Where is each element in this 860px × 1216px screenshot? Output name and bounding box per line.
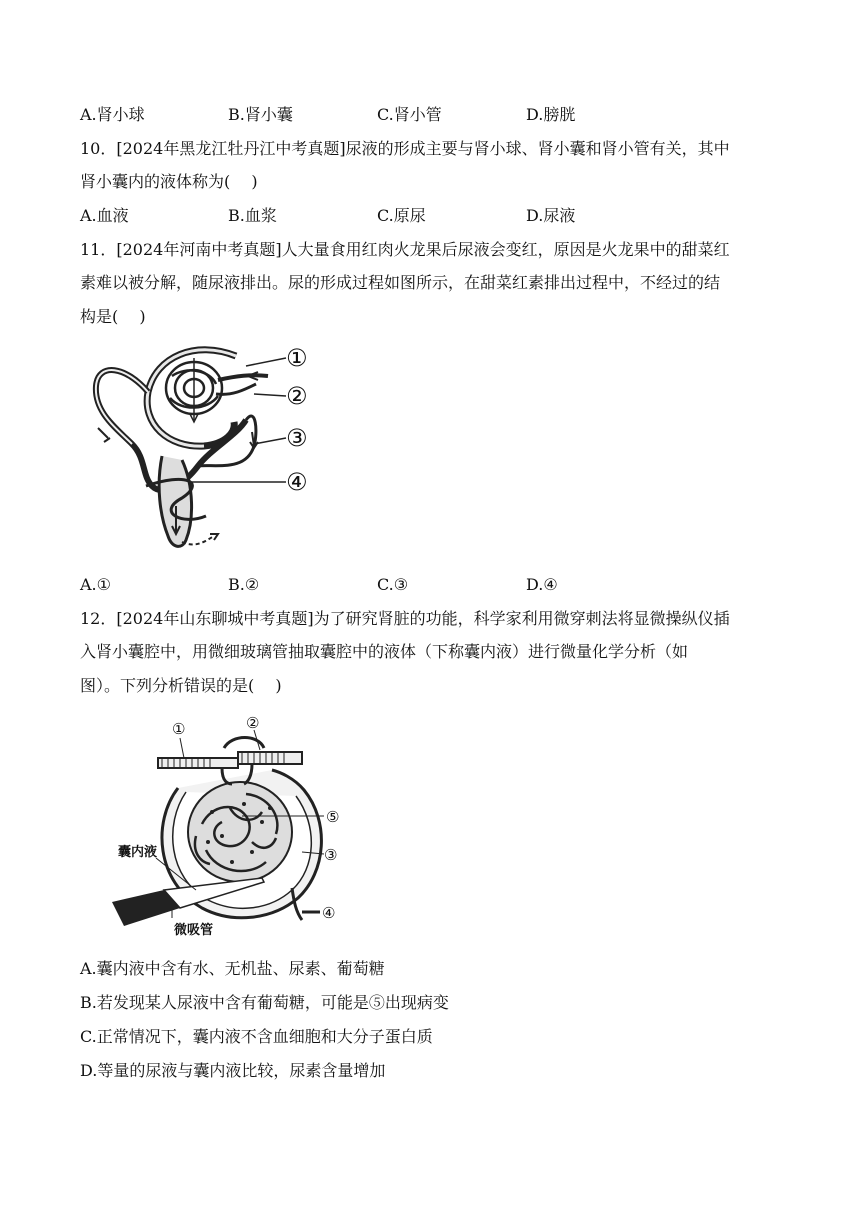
q11-figure-label-2: ② — [286, 382, 308, 410]
q11-figure-label-3: ③ — [286, 424, 308, 452]
q12-figure-text-capsule-fluid: 囊内液 — [118, 845, 158, 860]
q11-nephron-figure — [86, 336, 336, 566]
q11-figure-label-1: ① — [286, 344, 308, 372]
q12-stem-line3: 图）。下列分析错误的是( ) — [80, 676, 282, 695]
q12-figure-label-1: ① — [172, 720, 186, 738]
q11-option-d[interactable]: D.④ — [526, 575, 558, 594]
q10-option-c[interactable]: C.原尿 — [377, 206, 426, 225]
q11-option-c[interactable]: C.③ — [377, 575, 409, 594]
q12-stem-line1: 12．[2024年山东聊城中考真题]为了研究肾脏的功能，科学家利用微穿刺法将显微操纵仪插 — [80, 609, 730, 628]
q12-stem-line2: 入肾小囊腔中，用微细玻璃管抽取囊腔中的液体（下称囊内液）进行微量化学分析（如 — [80, 642, 689, 661]
q9-option-a[interactable]: A.肾小球 — [80, 105, 145, 124]
q12-option-c[interactable]: C.正常情况下，囊内液不含血细胞和大分子蛋白质 — [80, 1027, 433, 1046]
q12-figure-label-5: ⑤ — [326, 808, 340, 826]
q12-capsule-figure — [112, 712, 362, 942]
q12-option-d[interactable]: D.等量的尿液与囊内液比较，尿素含量增加 — [80, 1061, 386, 1080]
q12-figure-label-2: ② — [246, 714, 260, 732]
glomerulus-shape — [188, 782, 292, 882]
q9-option-d[interactable]: D.膀胱 — [526, 105, 576, 124]
q9-option-c[interactable]: C.肾小管 — [377, 105, 442, 124]
q12-option-a[interactable]: A.囊内液中含有水、无机盐、尿素、葡萄糖 — [80, 959, 385, 978]
q9-option-b[interactable]: B.肾小囊 — [228, 105, 293, 124]
q10-option-d[interactable]: D.尿液 — [526, 206, 576, 225]
q12-figure-label-3: ③ — [324, 846, 338, 864]
q12-figure-label-4: ④ — [322, 904, 336, 922]
q10-stem-line2: 肾小囊内的液体称为( ) — [80, 172, 258, 191]
q11-stem-line2: 素难以被分解，随尿液排出。尿的形成过程如图所示，在甜菜红素排出过程中，不经过的结 — [80, 273, 721, 292]
q11-option-b[interactable]: B.② — [228, 575, 260, 594]
q11-option-a[interactable]: A.① — [80, 575, 111, 594]
q10-option-a[interactable]: A.血液 — [80, 206, 129, 225]
q11-stem-line1: 11．[2024年河南中考真题]人大量食用红肉火龙果后尿液会变红，原因是火龙果中的甜菜红 — [80, 240, 730, 259]
q12-option-b[interactable]: B.若发现某人尿液中含有葡萄糖，可能是⑤出现病变 — [80, 993, 449, 1012]
q11-figure-label-4: ④ — [286, 468, 308, 496]
q10-option-b[interactable]: B.血浆 — [228, 206, 277, 225]
q12-figure-text-micropipette: 微吸管 — [174, 923, 214, 938]
q11-stem-line3: 构是( ) — [80, 307, 146, 326]
q10-stem-line1: 10．[2024年黑龙江牡丹江中考真题]尿液的形成主要与肾小球、肾小囊和肾小管有关，其中 — [80, 139, 730, 158]
